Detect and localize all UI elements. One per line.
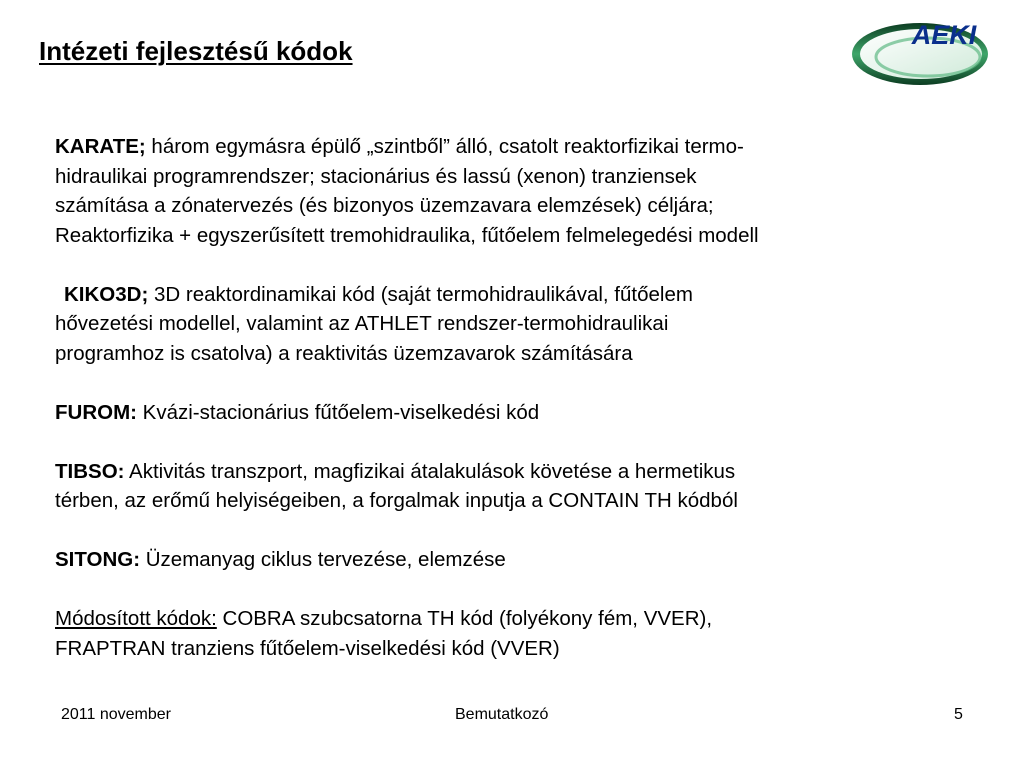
karate-text-line-3: számítása a zónatervezés (és bizonyos üzemzavara elemzések) céljára; <box>55 194 714 217</box>
tibso-paragraph <box>55 457 955 516</box>
furom-text-line-1: Kvázi-stacionárius fűtőelem-viselkedési kód <box>136 400 540 424</box>
sitong-text-line-1: Üzemanyag ciklus tervezése, elemzése <box>140 548 506 571</box>
karate-text-line-2: hidraulikai programrendszer; stacionárius és lassú (xenon) tranziensek <box>55 164 697 188</box>
modified-codes-label: Módosított kódok: <box>55 607 217 630</box>
modified-codes-paragraph <box>55 604 955 663</box>
furom-label: FUROM: <box>55 400 137 424</box>
footer-title: Bemutatkozó <box>455 706 549 723</box>
kiko3d-text-line-2: hővezetési modellel, valamint az ATHLET rendszer-termohidraulikai <box>55 312 669 335</box>
tibso-text-line-2: térben, az erőmű helyiségeiben, a forgalmak inputja a CONTAIN TH kódból <box>55 489 738 512</box>
page-number: 5 <box>954 706 963 723</box>
karate-text-line-1: három egymásra épülő „szintből” álló, csatolt reaktorfizikai termo- <box>145 135 744 158</box>
modified-codes-text-line-1: COBRA szubcsatorna TH kód (folyékony fém, VVER), <box>216 607 713 630</box>
footer-date: 2011 november <box>61 706 171 723</box>
sitong-label: SITONG: <box>55 548 141 571</box>
slide-body <box>55 132 955 663</box>
aeki-logo-icon <box>848 14 996 88</box>
karate-label: KARATE; <box>55 135 146 158</box>
slide-title: Intézeti fejlesztésű kódok <box>39 36 353 66</box>
kiko3d-label: KIKO3D; <box>64 282 149 306</box>
karate-paragraph <box>55 132 955 250</box>
karate-text-line-4: Reaktorfizika + egyszerűsített tremohidraulika, fűtőelem felmelegedési modell <box>55 223 759 247</box>
kiko3d-paragraph <box>55 280 955 369</box>
logo-text: AEKI <box>911 20 977 50</box>
sitong-paragraph <box>55 545 955 575</box>
tibso-label: TIBSO: <box>55 459 125 483</box>
kiko3d-text-line-1: 3D reaktordinamikai kód (saját termohidraulikával, fűtőelem <box>148 282 693 306</box>
furom-paragraph <box>55 398 955 428</box>
modified-codes-text-line-2: FRAPTRAN tranziens fűtőelem-viselkedési kód (VVER) <box>55 636 560 660</box>
kiko3d-text-line-3: programhoz is csatolva) a reaktivitás üzemzavarok számítására <box>55 341 633 365</box>
tibso-text-line-1: Aktivitás transzport, magfizikai átalakulások követése a hermetikus <box>124 459 736 483</box>
